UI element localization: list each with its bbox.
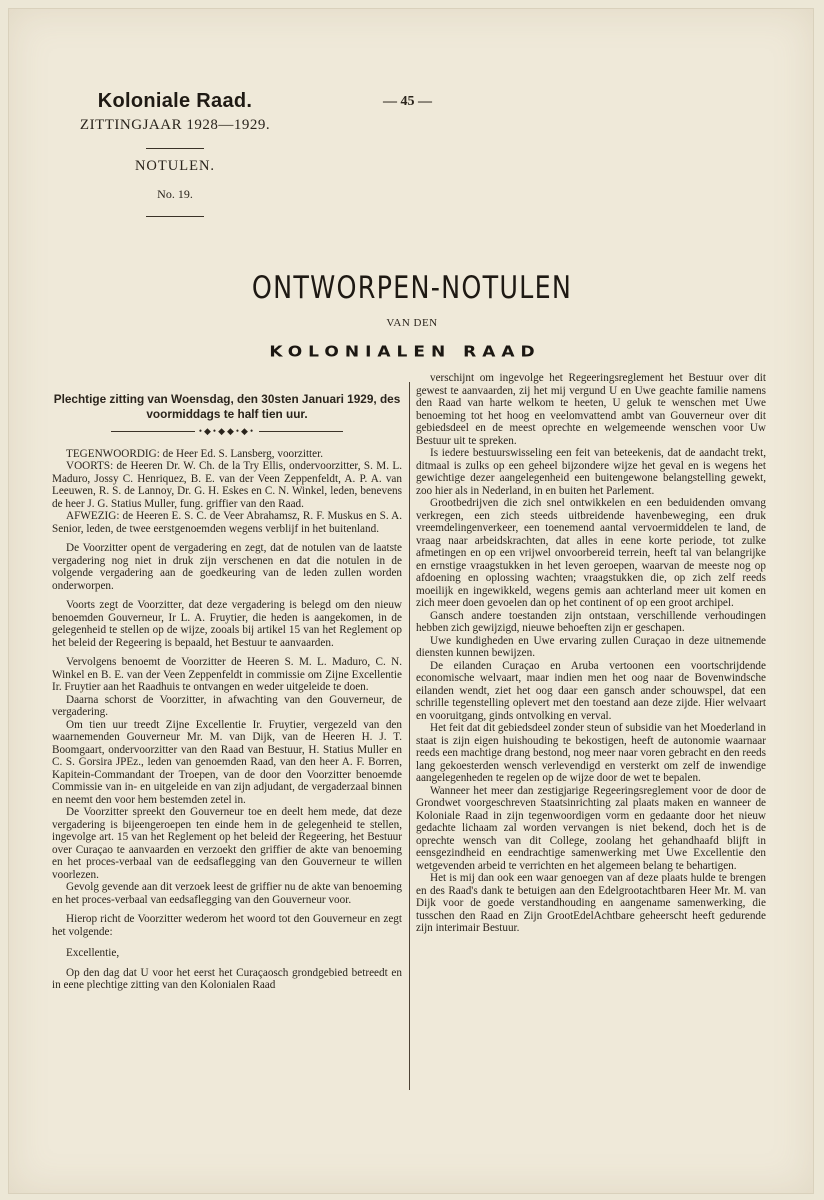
masthead xyxy=(70,90,280,217)
paragraph: Gevolg gevende aan dit verzoek leest de griffier nu de akte van benoeming en het proces-verbaal van eedsaflegging van den Gouverneur voor. xyxy=(52,881,402,906)
paragraph: Het feit dat dit gebiedsdeel zonder steun of subsidie van het Moederland in staat is zijn eigen huishouding te bekostigen, heeft de autonomie waarnaar reeds een machtige drang bestond, nog meer naar voren gebracht en den reeds lang gekoesterden wensch verlevendigd en versterkt om zelf de inwendige aangelegenheden te regelen op de wijze door de wet te bepalen. xyxy=(416,722,766,784)
council-banner: KOLONIALEN RAAD xyxy=(269,344,541,360)
minutes-label: NOTULEN. xyxy=(134,158,216,174)
attendance-members: VOORTS: de Heeren Dr. W. Ch. de la Try Ellis, ondervoorzitter, S. M. L. Maduro, Jossy C. Henriquez, B. E. van der Veen Zeppenfeldt, A. P. A. van Leeuwen, R. S. de Lannoy, Dr. G. H. Eskes en C. N. Winkel, leden, benevens de heer J. G. Statius Muller, fung. griffier van den Raad. xyxy=(52,460,402,510)
issue-number: No. 19. xyxy=(157,187,193,201)
paragraph: De Voorzitter opent de vergadering en zegt, dat de notulen van de laatste vergadering nog niet in druk zijn verschenen en dat die notulen in de volgende vergadering aan de goedkeuring van de leden zullen worden onderworpen. xyxy=(52,542,402,592)
paragraph: Wanneer het meer dan zestigjarige Regeeringsreglement voor de door de Grondwet voorgeschreven Staatsinrichting zal plaats maken en wanneer de Koloniale Raad in zijn tegenwoordigen vorm en gedaante door het nieuw gedachte lichaam zal worden vervangen is niet bekend, doch het is de oprechte wensch van dit College, zoolang het gehandhaafd blijft in eensgezindheid en eendrachtige samenwerking met Uwe Excellentie den wetgevenden arbeid te verrichten en het algemeen belang te behartigen. xyxy=(416,784,766,872)
right-column xyxy=(416,372,766,935)
paragraph: verschijnt om ingevolge het Regeeringsreglement het Bestuur over dit gewest te aanvaarden, zij het mij vergund U en Uwe geachte familie namens den Raad van harte welkom te heeten, U geluk te wenschen met Uwe benoeming tot het hoog en veelomvattend ambt van Gouverneur over dit gebiedsdeel en de meest oprechte en welgemeende wenschen voor Uw Bestuur uit te spreken. xyxy=(416,372,766,447)
council-name: Koloniale Raad. xyxy=(97,90,253,112)
ornament-glyphs: •◆•◆◆•◆• xyxy=(198,426,256,436)
text-columns xyxy=(52,372,772,1092)
paragraph: Voorts zegt de Voorzitter, dat deze vergadering is belegd om den nieuw benoemden Gouverneur, Ir L. A. Fruytier, die heden is aangekomen, in de gelegenheid te stellen op de wijze, zooals bij artikel 15 van het Reglement op het beleid der Regeering is bepaald, het Bestuur te aanvaarden. xyxy=(52,599,402,649)
paragraph: De Voorzitter spreekt den Gouverneur toe en deelt hem mede, dat deze vergadering is bijeengeroepen ten einde hem in de gelegenheid te stellen, ingevolge art. 15 van het Reglement op het beleid der Regeering, het Bestuur over Curaçao te aanvaarden en verzoekt den griffier de akte van benoeming en het proces-verbaal van de eedsaflegging van den Gouverneur te willen voorlezen. xyxy=(52,806,402,881)
paragraph: Gansch andere toestanden zijn ontstaan, verschillende verhoudingen hebben zich gewijzigd, nieuwe behoeften zijn er geschapen. xyxy=(416,609,766,634)
ornament-rule xyxy=(52,425,402,438)
paragraph: Hierop richt de Voorzitter wederom het woord tot den Gouverneur en zegt het volgende: xyxy=(52,913,402,938)
title-connector: VAN DEN xyxy=(386,317,438,329)
paragraph: Het is mij dan ook een waar genoegen van af deze plaats hulde te brengen en des Raad's dank te betuigen aan den Edelgrootachtbaren Heer Mr. M. van Dijk voor de goede verstandhouding en aangename samenwerking, die tusschen den Raad en Zijn GrootEdelAchtbare geheerscht heeft gedurende zijn interimair Bestuur. xyxy=(416,872,766,934)
paragraph: Uwe kundigheden en Uwe ervaring zullen Curaçao in deze uitnemende diensten kunnen bewijzen. xyxy=(416,634,766,659)
masthead-divider-bottom xyxy=(146,216,204,217)
session-year: ZITTINGJAAR 1928—1929. xyxy=(79,117,271,133)
page-number: — 45 — xyxy=(383,94,432,109)
attendance-present: TEGENWOORDIG: de Heer Ed. S. Lansberg, voorzitter. xyxy=(66,447,324,460)
salutation: Excellentie, xyxy=(66,947,120,959)
paragraph: Grootbedrijven die zich snel ontwikkelen en een beduidenden omvang verkregen, een zich steeds uitbreidende havenbeweging, een druk vreemdelingenverkeer, een toenemend aantal vervoermiddelen te land, de vraag naar arbeidskrachten, dat alles in eene korte periode, tot zulke afmetingen en op een vrijwel onvoorbereid terrein, heeft tal van belangrijke en ernstige vraagstukken in het leven geroepen, waarvan de meeste nog op afdoening en oplossing wachten; vraagstukken die, op zich zelf reeds moeilijk en ingewikkeld, wegens gemis aan achterland meer uit komen en zich meer doen gevoelen dan op het continent of op een groot archipel. xyxy=(416,497,766,609)
left-column xyxy=(52,372,402,992)
session-heading: Plechtige zitting van Woensdag, den 30sten Januari 1929, des voormiddags te half tien uur. xyxy=(53,392,401,421)
paragraph: Vervolgens benoemt de Voorzitter de Heeren S. M. L. Maduro, C. N. Winkel en B. E. van der Veen Zeppenfeldt in commissie om Zijne Excellentie Ir. Fruytier aan het Raadhuis te ontvangen en weder uitgeleide te doen. xyxy=(52,656,402,693)
paragraph: Om tien uur treedt Zijne Excellentie Ir. Fruytier, vergezeld van den waarnemenden Gouverneur Mr. M. van Dijk, van de Heeren H. J. T. Boomgaart, ondervoorzitter van den Raad van Bestuur, H. Statius Muller en C. S. Gorsira JPEz., leden van genoemden Raad, van den heer A. F. Borren, Kapitein-Commandant der Troepen, van de door den Voorzitter benoemde Commissie van in- en uitgeleide en van zijn adjudant, de vergaderzaal binnen en neemt den voor hem bestemden zetel in. xyxy=(52,718,402,806)
paragraph: De eilanden Curaçao en Aruba vertoonen een voortschrijdende economische welvaart, maar indien men het oog naar de Bovenwindsche eilanden wendt, ziet het oog daar een gansch ander schouwspel, dat een schrille tegenstelling oplevert met den toestand aan deze zijde. Hier welvaart en vooruitgang, ginds ontvolking en verval. xyxy=(416,659,766,722)
paragraph: Op den dag dat U voor het eerst het Curaçaosch grondgebied betreedt en in eene plechtige zitting van den Kolonialen Raad xyxy=(52,966,402,991)
paragraph: Daarna schorst de Voorzitter, in afwachting van den Gouverneur, de vergadering. xyxy=(52,693,402,718)
masthead-divider xyxy=(146,148,204,149)
attendance-absent: AFWEZIG: de Heeren E. S. C. de Veer Abrahamsz, R. F. Muskus en S. A. Senior, leden, de twee eerstgenoemden wegens verblijf in het buitenland. xyxy=(52,510,402,535)
column-divider xyxy=(409,382,410,1090)
document-title: ONTWORPEN-NOTULEN xyxy=(251,270,573,306)
paragraph: Is iedere bestuurswisseling een feit van beteekenis, dat de aandacht trekt, ditmaal is zulks op een geheel bijzondere wijze het geval en is wegens het gewichtige dezer aangelegenheid een buitengewone belangstelling gewekt, zoo hier als in Nederland, in en buiten het Parlement. xyxy=(416,447,766,497)
